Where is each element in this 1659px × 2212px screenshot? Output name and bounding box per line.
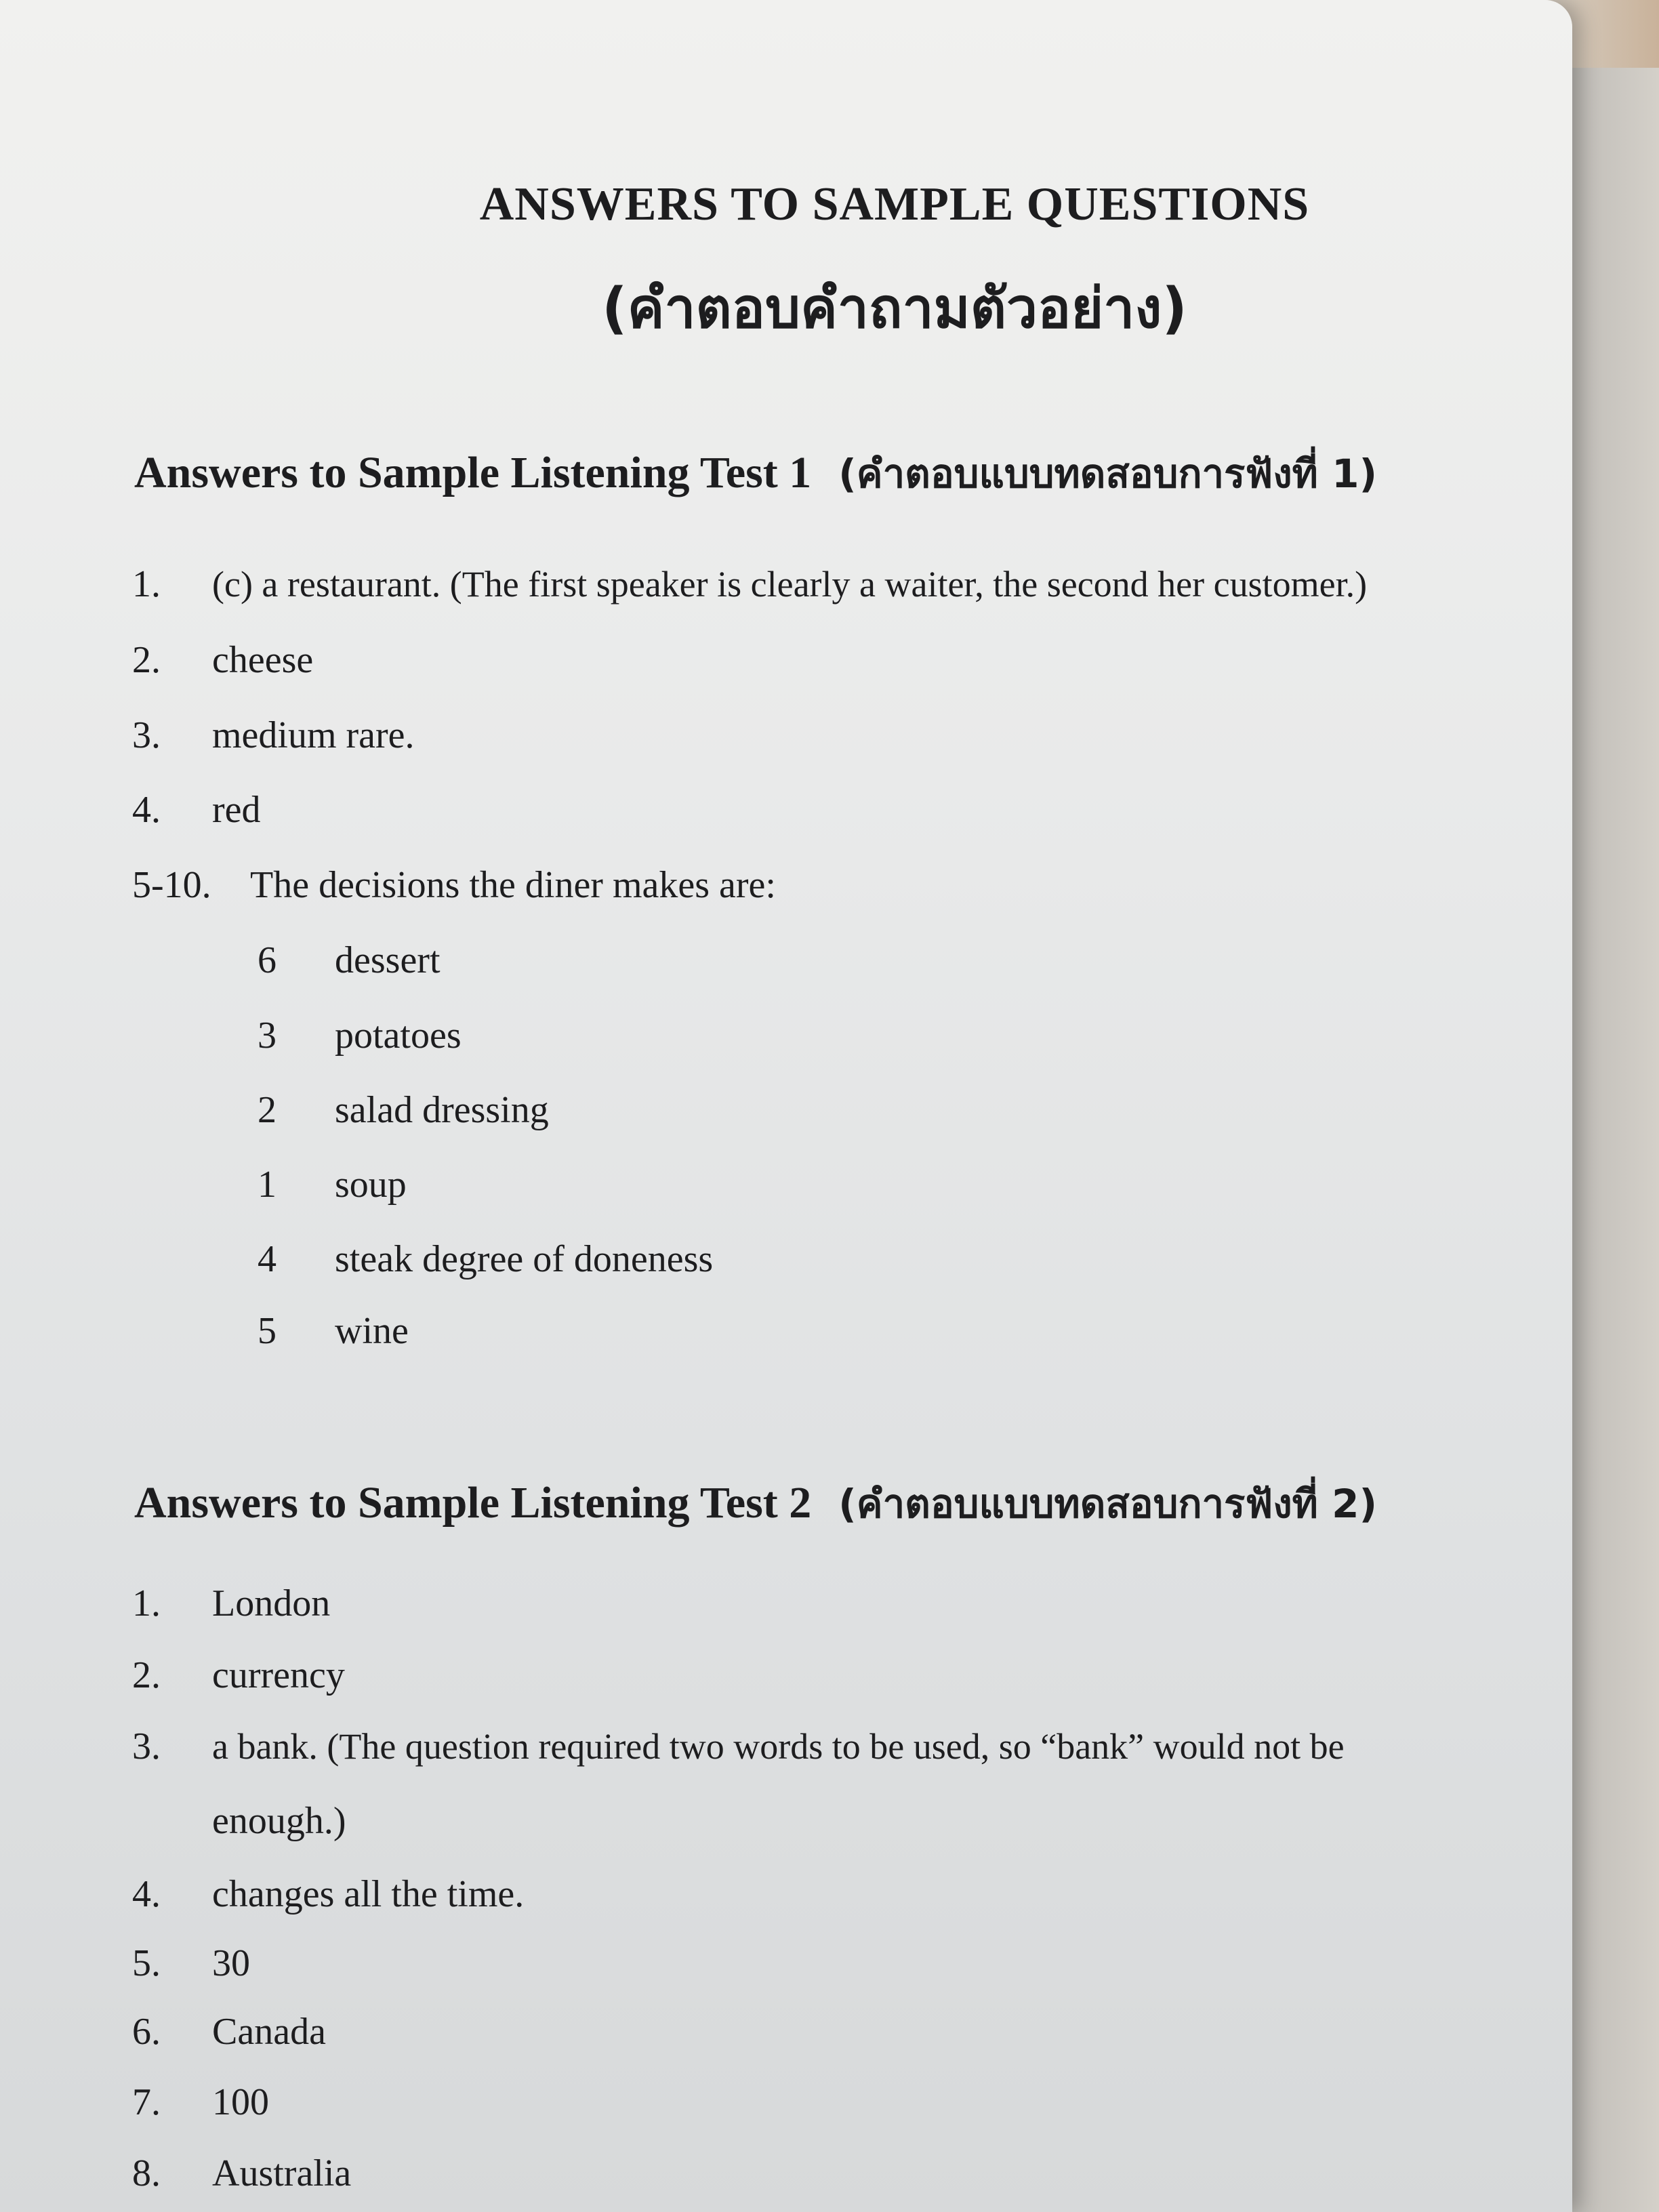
decision-item: [258, 1309, 409, 1353]
answer-number: 1.: [132, 563, 161, 605]
answer-number: 8.: [132, 2152, 161, 2194]
decision-rank: 6: [258, 939, 276, 981]
test2-heading-thai: (คำตอบแบบทดสอบการฟังที่ 2): [838, 1481, 1377, 1527]
test2-answer-7: [132, 2081, 269, 2124]
answer-number: 2.: [132, 639, 161, 681]
test2-answer-5: [132, 1942, 250, 1985]
answer-number: 7.: [132, 2081, 161, 2123]
answer-text: cheese: [212, 639, 314, 681]
decision-rank: 5: [258, 1310, 276, 1352]
test2-answer-6: [132, 2010, 326, 2053]
answer-number: 2.: [132, 1654, 161, 1696]
answer-text: changes all the time.: [212, 1873, 525, 1915]
answer-text: currency: [212, 1654, 345, 1696]
page-subtitle-thai: (คำตอบคำถามตัวอย่าง): [602, 276, 1187, 341]
answer-text: The decisions the diner makes are:: [250, 864, 776, 906]
test1-heading-text: Answers to Sample Listening Test 1: [134, 448, 812, 497]
test2-answer-4: [132, 1872, 524, 1916]
decision-rank: 1: [258, 1164, 276, 1206]
answer-text: medium rare.: [212, 714, 415, 756]
test2-answer-3: [132, 1725, 1345, 1768]
decision-item: [258, 1088, 549, 1132]
test2-heading: [134, 1472, 1377, 1535]
answer-text: London: [212, 1582, 331, 1624]
test2-answer-8: [132, 2152, 351, 2195]
test1-answer-2: [132, 638, 313, 682]
test2-heading-text: Answers to Sample Listening Test 2: [134, 1478, 812, 1528]
decision-label: wine: [335, 1310, 409, 1352]
decision-rank: 3: [258, 1015, 276, 1057]
test1-heading: [134, 442, 1377, 505]
page-title: ANSWERS TO SAMPLE QUESTIONS: [479, 178, 1310, 230]
decision-label: dessert: [335, 939, 441, 981]
test1-answer-3: [132, 714, 415, 757]
test1-heading-thai: (คำตอบแบบทดสอบการฟังที่ 1): [838, 451, 1377, 497]
decision-label: steak degree of doneness: [335, 1238, 714, 1280]
answer-text: 30: [212, 1942, 250, 1984]
test2-answer-3-continuation: enough.): [212, 1800, 346, 1842]
decision-item: [258, 939, 441, 982]
test1-answer-4: [132, 788, 261, 832]
answer-number: 1.: [132, 1582, 161, 1624]
test2-answer-1: [132, 1582, 330, 1625]
decision-label: potatoes: [335, 1015, 462, 1057]
answer-text: a bank. (The question required two words to be used, so “bank” would not be: [212, 1726, 1345, 1767]
answer-text: red: [212, 789, 261, 831]
answer-number: 3.: [132, 714, 161, 756]
decision-item: [258, 1237, 713, 1281]
adjacent-page-edge: [1559, 68, 1659, 2212]
decision-rank: 2: [258, 1089, 276, 1131]
decision-label: salad dressing: [335, 1089, 549, 1131]
test1-answer-1: [132, 562, 1367, 606]
test1-decisions-intro: [132, 863, 776, 907]
answer-number: 6.: [132, 2011, 161, 2053]
answer-text: (c) a restaurant. (The first speaker is clearly a waiter, the second her customer.): [212, 564, 1368, 605]
decision-label: soup: [335, 1164, 407, 1206]
decision-rank: 4: [258, 1238, 276, 1280]
answer-number: 5-10.: [132, 864, 211, 906]
answer-number: 4.: [132, 789, 161, 831]
answer-number: 3.: [132, 1725, 161, 1767]
test2-answer-2: [132, 1654, 345, 1697]
answer-text: 100: [212, 2081, 269, 2123]
answer-text: Australia: [212, 2152, 352, 2194]
decision-item: [258, 1163, 407, 1206]
answer-number: 5.: [132, 1942, 161, 1984]
answer-number: 4.: [132, 1873, 161, 1915]
decision-item: [258, 1014, 462, 1057]
answer-text: Canada: [212, 2011, 326, 2053]
